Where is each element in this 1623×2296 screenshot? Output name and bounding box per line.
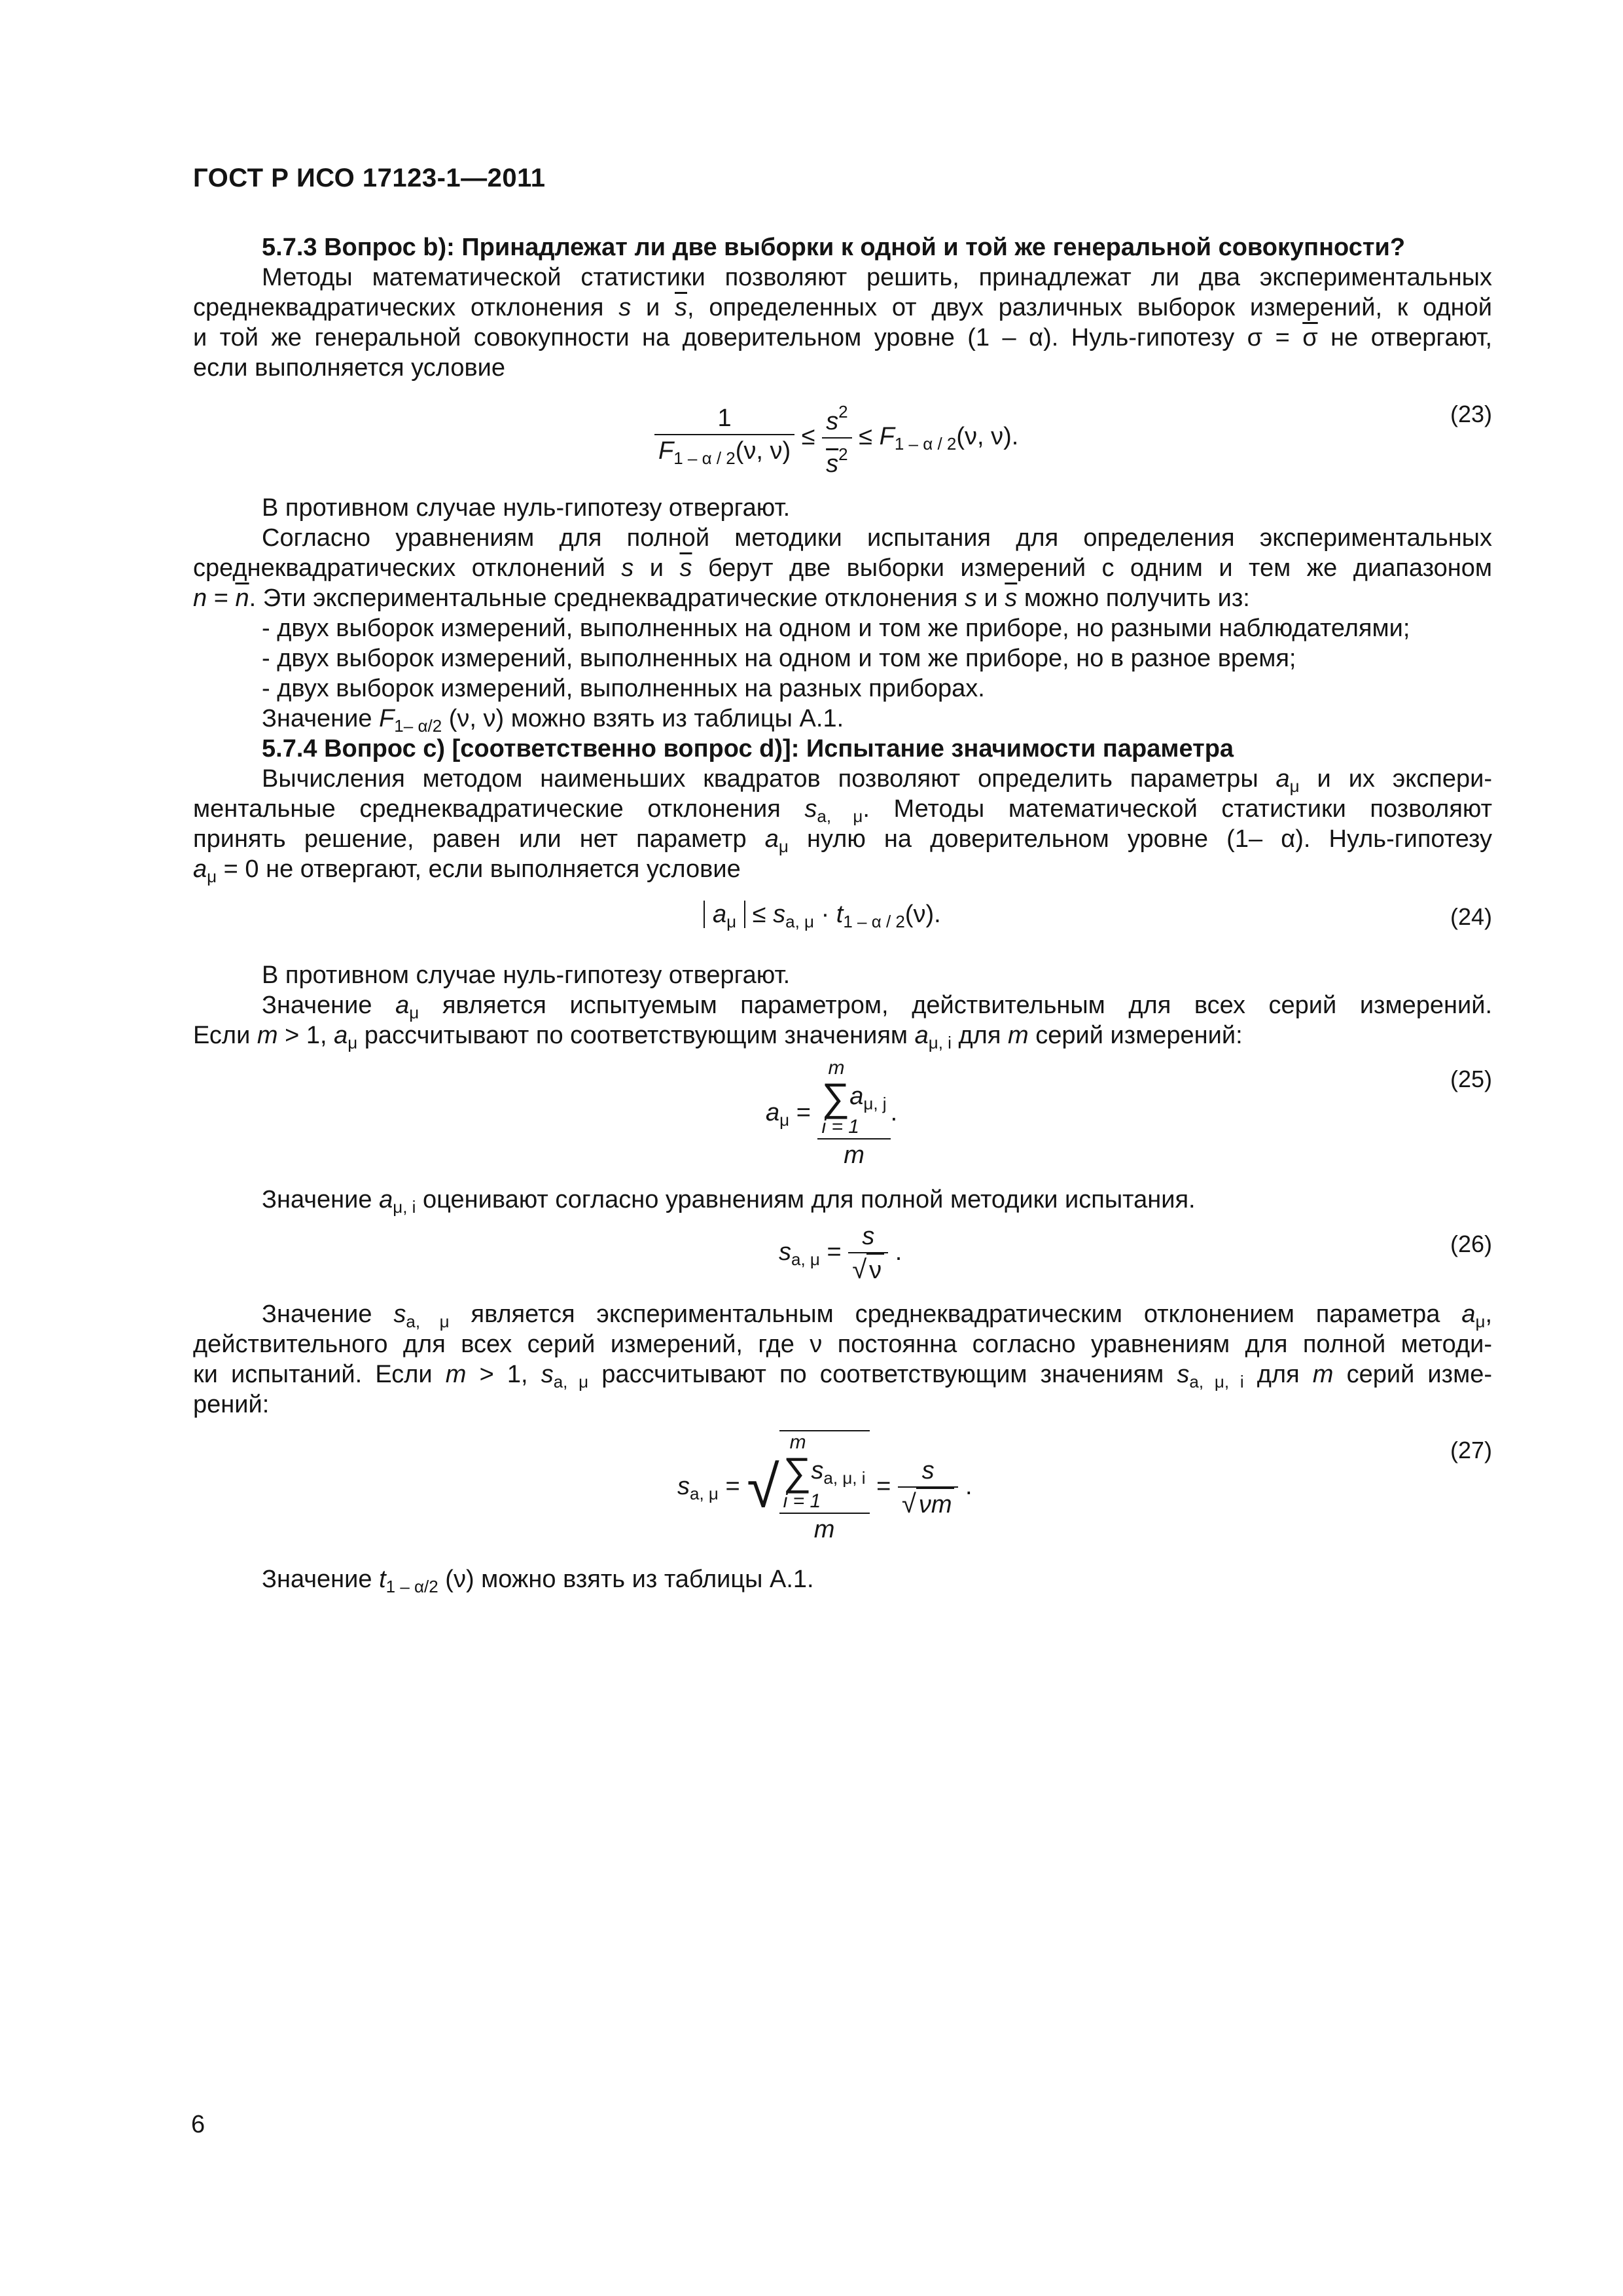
section-5-7-4-title: 5.7.4 Вопрос c) [соответственно вопрос d)]: Испытание значимости параметра <box>262 735 1234 762</box>
paragraph-line: ки испытаний. Если m > 1, $s_{a, \mu}$ рассчитывают по соответствующим значениям $s_{a, \mu, i}$ для m серий изме- <box>193 1361 1492 1391</box>
paragraph-line: $a_\mu = 0$ не отвергают, если выполняется условие <box>193 855 741 886</box>
equation-number: (24) <box>1450 903 1492 930</box>
list-item: - двух выборок измерений, выполненных на разных приборах. <box>262 675 985 702</box>
paragraph-line: Вычисления методом наименьших квадратов позволяют определить параметры $a_\mu$ и их экспери- <box>262 765 1492 796</box>
paragraph-line: Значение $a_{\mu, i}$ оценивают согласно уравнениям для полной методики испытания. <box>262 1186 1196 1217</box>
paragraph-line: ментальные среднеквадратические отклонения $s_{a, \mu}$. Методы математической статистики позволяют <box>193 795 1492 826</box>
paragraph-line: среднеквадратических отклонения s и $\overline{s}$, определенных от двух различных выборок измерений, к одной <box>193 294 1493 321</box>
paragraph-line: В противном случае нуль-гипотезу отвергают. <box>262 494 791 522</box>
paragraph-line: В противном случае нуль-гипотезу отвергают. <box>262 961 791 989</box>
paragraph-line: Значение $a_\mu$ является испытуемым параметром, действительным для всех серий измерений. <box>262 992 1493 1022</box>
equation-26: $s_{a, \mu}$ = $\frac{s}{√ \nu}$ . <box>779 1221 902 1286</box>
equation-number: (25) <box>1450 1066 1492 1092</box>
paragraph-line: Согласно уравнениям для полной методики испытания для определения экспериментальных <box>262 524 1492 552</box>
equation-number: (27) <box>1450 1437 1492 1463</box>
page-number: 6 <box>191 2111 205 2138</box>
paragraph-line: Методы математической статистики позволяют решить, принадлежат ли два экспериментальных <box>262 264 1492 291</box>
paragraph-line: и той же генеральной совокупности на доверительном уровне (1 – α). Нуль-гипотезу $\sigma = \overline{\sigma}$ не отвергают, <box>193 324 1492 351</box>
equation-27: $s_{a, \mu}$ = √ m $\sum s_{a, \mu, i}$ i = 1 m = $\frac{s}{√ \nu m}$ . <box>677 1430 972 1545</box>
equation-number: (23) <box>1450 401 1492 427</box>
paragraph-line: Значение $F_{1- \alpha/2}$ (ν, ν) можно взять из таблицы А.1. <box>262 705 844 736</box>
paragraph-line: Значение $t_{1 - \alpha/2}$ (ν) можно взять из таблицы А.1. <box>262 1566 814 1596</box>
paragraph-line: Если m > 1, $a_\mu$ рассчитывают по соответствующим значениям $a_{\mu, i}$ для m серий измерений: <box>193 1022 1243 1052</box>
paragraph-line: если выполняется условие <box>193 354 506 382</box>
paragraph-line: действительного для всех серий измерений, где ν постоянна согласно уравнениям для полной методи- <box>193 1331 1492 1358</box>
equation-25: $a_\mu$ = m $\sum a_{\mu, j}$ i = 1 m . <box>766 1057 898 1169</box>
paragraph-line: рений: <box>193 1391 270 1418</box>
equation-24: $a_\mu \le s_{a, \mu} \cdot t_{1 - \alpha / 2}(\nu)$. <box>704 901 941 932</box>
paragraph-line: $n = \overline{n}$. Эти экспериментальные среднеквадратические отклонения s и $\overline{s}$ можно получить из: <box>193 584 1250 612</box>
paragraph-line: принять решение, равен или нет параметр $a_\mu$ нулю на доверительном уровне (1– α). Нуль-гипотезу <box>193 825 1492 856</box>
section-5-7-3-title: 5.7.3 Вопрос b): Принадлежат ли две выборки к одной и той же генеральной совокупности? <box>262 234 1406 261</box>
paragraph-line: среднеквадратических отклонений s и $\overline{s}$ берут две выборки измерений с одним и тем же диапазоном <box>193 554 1492 582</box>
list-item: - двух выборок измерений, выполненных на одном и том же приборе, но в разное время; <box>262 645 1296 672</box>
document-header: ГОСТ Р ИСО 17123-1—2011 <box>193 164 546 192</box>
equation-23: $\frac{1}{F_{1 - \alpha / 2}(\nu, \nu)}$ ≤ $\frac{s^2}{\overline{s}^2}$ ≤ $F_{1 - \alpha / 2}(\nu$, ν). <box>654 396 1018 480</box>
paragraph-line: Значение $s_{a, \mu}$ является экспериментальным среднеквадратическим отклонением параметра $a_\mu$, <box>262 1300 1492 1331</box>
equation-number: (26) <box>1450 1230 1492 1257</box>
list-item: - двух выборок измерений, выполненных на одном и том же приборе, но разными наблюдателями; <box>262 615 1410 642</box>
